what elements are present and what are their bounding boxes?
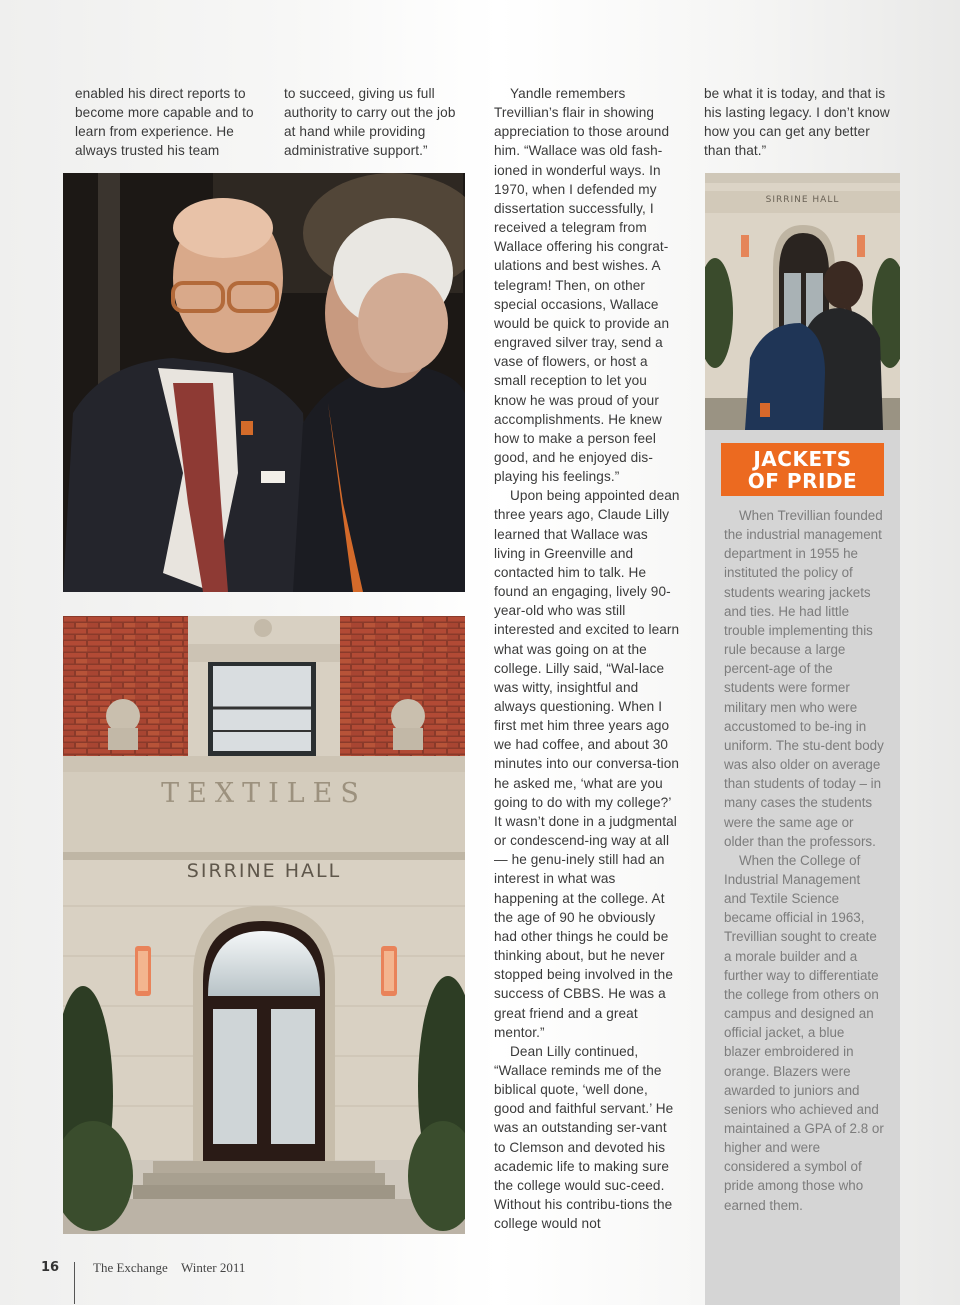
article-paragraph: Upon being appointed dean three years ago, Claude Lilly learned that Wallace was living in Greenville and contacted him to talk. He found an engaging, lively 90-year-old who was still interested and excited to learn what was going on at the college. Lilly said, “Wal-lace was witty, insightful and always questioning. When I first met him three years ago we had coffee, and about 30 minutes into our conversa-tion he asked me, ‘what are you going to do with my college?’ It wasn’t done in a judgmental or condescend-ing way at all — he genu-inely still had an interest in what was happening at the college. At the age of 90 he obviously had other things he could be thinking about, but he never stopped being involved in the success of CBBS. He was a great friend and a great mentor.” (494, 488, 680, 1040)
sidebar-paragraph: When Trevillian founded the industrial management department in 1955 he instituted the policy of students wearing jackets and ties. He had little trouble implementing this rule because a large percent-age of the students were former military men who were accustomed to be-ing in uniform. The stu-dent body was also older on average than students of today – in many cases the students were the same age or older than the professors. (724, 508, 884, 849)
page-number: 16 (41, 1260, 60, 1275)
sidebar-heading (721, 443, 884, 496)
article-paragraph: Dean Lilly continued, “Wallace reminds me of the biblical quote, ‘well done, good and faithful servant.’ He was an outstanding ser-vant to Clemson and devoted his academic life to making sure the college would suc-ceed. Without his contribu-tions the college would not (494, 1043, 674, 1232)
footer-divider (74, 1262, 75, 1304)
building-sign-sirrine-hall: SIRRINE HALL (186, 860, 342, 882)
building-sign-textiles: TEXTILES (161, 778, 367, 809)
sidebar-paragraph: When the College of Industrial Management and Textile Science became official in 1963, Trevillian sought to create a morale builder and a further way to differentiate the college from others on campus and designed an official jacket, a blue blazer embroidered in orange. Blazers were awarded to juniors and seniors who achieved and maintained a GPA of 2.8 or higher and were considered a symbol of pride among those who earned them. (724, 852, 884, 1213)
photo-two-men-illustration (63, 173, 465, 592)
sidebar-heading-line1: JACKETS (753, 447, 852, 471)
photo-sirrine-hall (63, 616, 465, 1234)
article-text: enabled his direct reports to become more capable and to learn from experience. He always trusted his team (75, 86, 254, 159)
student-jacket-illustration (705, 173, 900, 430)
photo-student-jacket (705, 173, 900, 430)
article-column-1 (75, 84, 265, 161)
article-column-2 (284, 84, 469, 161)
building-sign-small: SIRRINE HALL (765, 195, 840, 205)
article-column-3 (494, 84, 680, 1233)
sidebar-heading-line2: OF PRIDE (747, 469, 858, 493)
article-paragraph: Yandle remembers Trevillian’s flair in showing appreciation to those around him. “Wallace was old fash-ioned in wonderful ways. In 1970, when I defended my dissertation successfully, I received a telegram from Wallace offering his congrat-ulations and best wishes. A telegram! Then, on other special occasions, Wallace would be quick to provide an engraved silver tray, send a vase of flowers, or host a small reception to let you know he was proud of your accomplishments. He knew how to make a person feel good, and he enjoyed dis-playing his feelings.” (494, 86, 670, 485)
page-footer (0, 1258, 400, 1305)
article-text: to succeed, giving us full authority to carry out the job at hand while providing administrative support.” (284, 86, 456, 159)
sirrine-hall-illustration (63, 616, 465, 1234)
photo-two-men (63, 173, 465, 592)
sidebar-body (724, 506, 884, 1215)
article-text: be what it is today, and that is his lasting legacy. I don’t know how you can get any better than that.” (704, 86, 890, 159)
article-column-4 (704, 84, 900, 161)
publication-name: The Exchange (93, 1260, 168, 1275)
issue-date: Winter 2011 (181, 1260, 246, 1275)
